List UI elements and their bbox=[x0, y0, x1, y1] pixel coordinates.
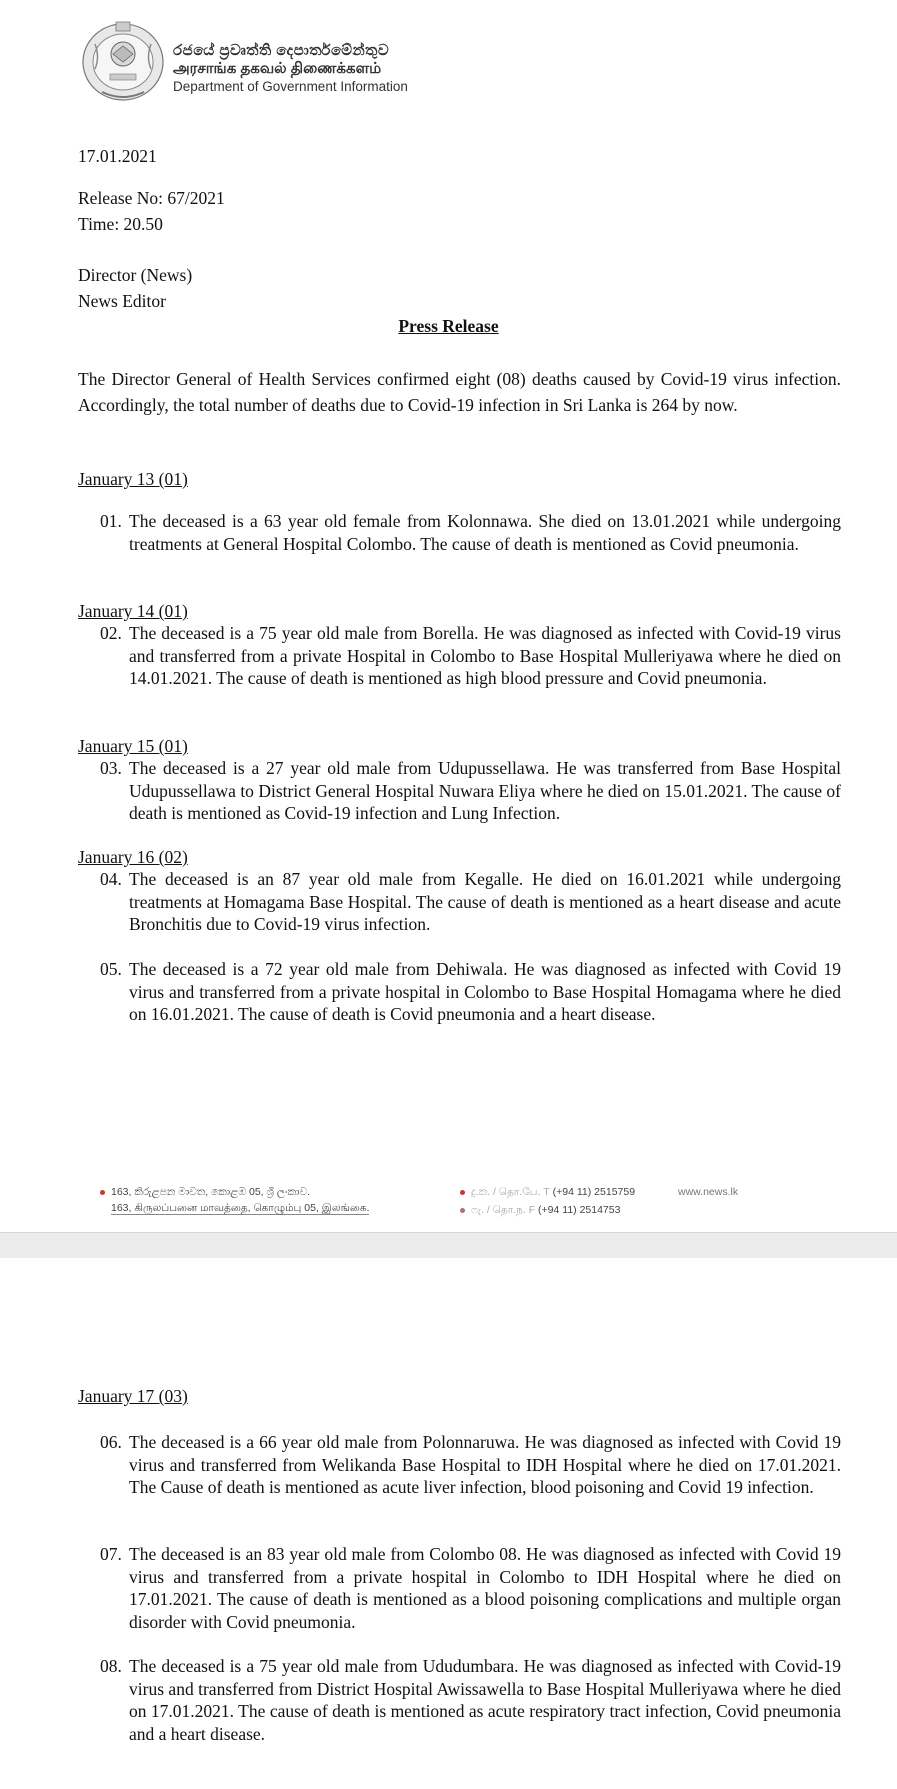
release-date: 17.01.2021 bbox=[78, 146, 157, 166]
item-number: 02. bbox=[100, 623, 122, 643]
recipient-director: Director (News) bbox=[78, 265, 193, 285]
item-text: The deceased is a 75 year old male from Borella. He was diagnosed as infected with Covid-19 virus and transferred from a private Hospital in Colombo to Base Hospital Mulleriyawa where he died on 14.01.2021. The cause of death is mentioned as high blood pressure and Covid pneumonia. bbox=[129, 623, 841, 688]
address-sinhala: 163, කිරුළපන මාවත, කොළඹ 05, ශ්‍රී ලංකාව. bbox=[100, 1186, 310, 1199]
section-heading: January 16 (02) bbox=[78, 847, 188, 867]
recipient-editor: News Editor bbox=[78, 291, 166, 311]
item-text: The deceased is an 83 year old male from Colombo 08. He was diagnosed as infected with Covid 19 virus and transferred from a private hospital in Colombo to IDH Hospital where he died on 17.01.2021. The cause of death is mentioned as a blood poisoning complications and multiple organ disorder with Covid pneumonia. bbox=[129, 1544, 841, 1632]
telephone: දු.ක. / தொ.பே. T (+94 11) 2515759 bbox=[460, 1186, 635, 1199]
release-time: Time: 20.50 bbox=[78, 214, 163, 234]
item-text: The deceased is a 63 year old female from Kolonnawa. She died on 13.01.2021 while undergoing treatments at General Hospital Colombo. The cause of death is mentioned as Covid pneumonia. bbox=[129, 511, 841, 554]
section-heading: January 14 (01) bbox=[78, 601, 188, 621]
item-text: The deceased is a 27 year old male from Udupussellawa. He was transferred from Base Hospital Udupussellawa to District General Hospital Nuwara Eliya where he died on 15.01.2021. The cause of death is mentioned as Covid-19 infection and Lung Infection. bbox=[129, 758, 841, 823]
letterhead bbox=[80, 14, 480, 104]
item-number: 05. bbox=[100, 959, 122, 979]
list-item bbox=[100, 1655, 841, 1745]
website-link[interactable]: www.news.lk bbox=[678, 1186, 739, 1198]
section-heading: January 17 (03) bbox=[78, 1386, 188, 1406]
page-2 bbox=[0, 1258, 897, 1789]
list-item bbox=[100, 958, 841, 1026]
letterhead-footer bbox=[0, 1182, 897, 1222]
page-title: Press Release bbox=[398, 316, 499, 336]
item-number: 08. bbox=[100, 1656, 122, 1676]
list-item bbox=[100, 1431, 841, 1499]
list-item bbox=[100, 622, 841, 690]
list-item bbox=[100, 1543, 841, 1633]
item-text: The deceased is a 72 year old male from Dehiwala. He was diagnosed as infected with Covid 19 virus and transferred from a private hospital in Colombo to Base Hospital Homagama where he died on 16.01.2021. The cause of death is Covid pneumonia and a heart disease. bbox=[129, 959, 841, 1024]
release-number: Release No: 67/2021 bbox=[78, 188, 225, 208]
item-number: 04. bbox=[100, 869, 122, 889]
item-number: 03. bbox=[100, 758, 122, 778]
list-item bbox=[100, 510, 841, 555]
page-separator bbox=[0, 1232, 897, 1259]
intro-paragraph: The Director General of Health Services confirmed eight (08) deaths caused by Covid-19 virus infection. Accordingly, the total number of deaths due to Covid-19 infection in Sri Lanka is 264 by now. bbox=[78, 369, 841, 415]
government-emblem-icon bbox=[80, 14, 166, 104]
section-heading: January 13 (01) bbox=[78, 469, 188, 489]
item-text: The deceased is a 75 year old male from Ududumbara. He was diagnosed as infected with Covid-19 virus and transferred from District Hospital Awissawella to Base Hospital Mulleriyawa where he died on 17.01.2021. The cause of death is mentioned as acute respiratory tract infection, Covid pneumonia and a heart disease. bbox=[129, 1656, 841, 1744]
bullet-icon bbox=[100, 1190, 105, 1195]
item-text: The deceased is a 66 year old male from Polonnaruwa. He was diagnosed as infected with Covid 19 virus and transferred from Welikanda Base Hospital to IDH Hospital where he died on 17.01.2021. The Cause of death is mentioned as acute liver infection, blood poisoning and Covid 19 infection. bbox=[129, 1432, 841, 1497]
list-item bbox=[100, 757, 841, 825]
list-item bbox=[100, 868, 841, 936]
item-number: 06. bbox=[100, 1432, 122, 1452]
department-name bbox=[173, 42, 408, 96]
item-text: The deceased is an 87 year old male from Kegalle. He died on 16.01.2021 while undergoing treatments at Homagama Base Hospital. The cause of death is mentioned as a heart disease and acute Bronchitis due to Covid-19 virus infection. bbox=[129, 869, 841, 934]
item-number: 07. bbox=[100, 1544, 122, 1564]
department-name-tamil: அரசாங்க தகவல் திணைக்களம் bbox=[173, 60, 382, 77]
fax-icon bbox=[460, 1208, 465, 1213]
department-name-english: Department of Government Information bbox=[173, 79, 408, 94]
address-tamil: 163, கிருலப்பனை மாவத்தை, கொழும்பு 05, இலங்கை. bbox=[111, 1202, 370, 1214]
phone-icon bbox=[460, 1190, 465, 1195]
section-heading: January 15 (01) bbox=[78, 736, 188, 756]
item-number: 01. bbox=[100, 511, 122, 531]
department-name-sinhala: රජයේ ප්‍රවෘත්ති දෙපාර්තමේන්තුව bbox=[173, 42, 390, 59]
fax: ෆැ. / தொ.ந. F (+94 11) 2514753 bbox=[460, 1204, 620, 1217]
